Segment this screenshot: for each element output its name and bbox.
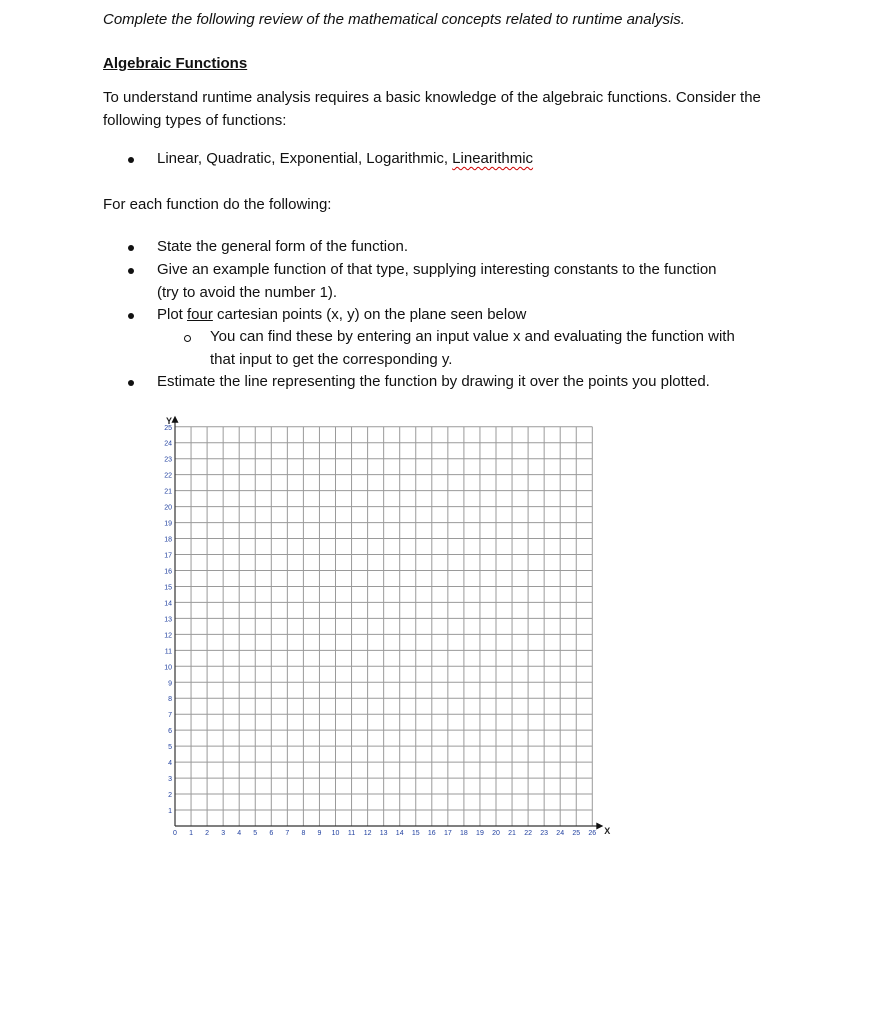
circle-bullet-icon (184, 335, 191, 342)
x-tick-label: 19 (476, 830, 484, 837)
x-tick-label: 0 (173, 830, 177, 837)
task-plot-pre: Plot (157, 306, 188, 323)
x-tick-label: 26 (588, 830, 597, 837)
function-types-list (157, 150, 533, 167)
y-tick-label: 1 (168, 808, 172, 816)
bullet-icon (128, 268, 134, 274)
for-each-label: For each function do the following: (103, 196, 332, 213)
y-axis-arrow-icon (172, 416, 179, 423)
x-tick-label: 21 (508, 830, 516, 837)
x-tick-label: 18 (460, 830, 468, 837)
x-tick-label: 10 (331, 830, 340, 837)
y-tick-label: 22 (164, 472, 172, 480)
x-tick-label: 13 (379, 830, 388, 837)
y-tick-label: 10 (164, 664, 172, 672)
subtask-line2: that input to get the corresponding y. (210, 351, 453, 368)
y-tick-label: 14 (164, 600, 172, 608)
y-tick-label: 4 (168, 760, 172, 768)
y-tick-label: 12 (164, 632, 172, 640)
x-tick-label: 4 (237, 830, 242, 837)
bullet-icon (128, 313, 134, 319)
bullet-icon (128, 245, 134, 251)
y-tick-label: 16 (164, 568, 172, 576)
x-tick-label: 17 (443, 830, 452, 837)
x-axis-label: X (604, 826, 611, 836)
x-tick-label: 6 (269, 830, 274, 837)
task-general-form: State the general form of the function. (157, 238, 408, 255)
x-tick-label: 8 (301, 830, 306, 837)
y-tick-label: 2 (168, 792, 172, 800)
spellcheck-word: Linearithmic (452, 150, 534, 167)
y-axis-label: Y (166, 415, 173, 426)
task-plot-post: cartesian points (x, y) on the plane seen below (212, 306, 527, 323)
y-tick-label: 3 (168, 776, 172, 784)
bullet-icon (128, 380, 134, 386)
x-tick-label: 24 (556, 830, 565, 837)
y-tick-label: 18 (164, 536, 172, 544)
y-tick-label: 6 (168, 728, 172, 736)
y-tick-label: 21 (164, 488, 172, 496)
function-types-text: Linear, Quadratic, Exponential, Logarithmic, (157, 150, 453, 167)
intro-paragraph: To understand runtime analysis requires a basic knowledge of the algebraic functions. Consider the following types of functions: (103, 89, 761, 129)
y-tick-label: 9 (168, 680, 172, 688)
x-tick-label: 7 (285, 830, 290, 837)
y-tick-label: 5 (168, 744, 172, 752)
y-tick-label: 23 (164, 456, 172, 464)
y-tick-label: 24 (164, 440, 172, 448)
y-tick-label: 25 (164, 424, 172, 432)
subtask-line1: You can find these by entering an input value x and evaluating the function with (210, 328, 735, 345)
x-tick-label: 2 (205, 830, 210, 837)
x-tick-label: 12 (363, 830, 372, 837)
y-tick-label: 7 (168, 712, 172, 720)
x-tick-label: 16 (427, 830, 436, 837)
x-tick-label: 3 (221, 830, 226, 837)
x-tick-label: 9 (317, 830, 322, 837)
x-tick-label: 1 (189, 830, 194, 837)
y-tick-label: 8 (168, 696, 172, 704)
y-tick-label: 13 (164, 616, 172, 624)
x-tick-label: 20 (492, 830, 500, 837)
x-axis-arrow-icon (596, 823, 603, 830)
x-tick-label: 23 (540, 830, 549, 837)
y-tick-label: 19 (164, 520, 172, 528)
task-estimate-line: Estimate the line representing the function by drawing it over the points you plotted. (157, 373, 710, 390)
x-tick-label: 11 (347, 830, 356, 837)
x-tick-label: 15 (411, 830, 420, 837)
x-tick-label: 25 (572, 830, 581, 837)
y-tick-label: 15 (164, 584, 172, 592)
task-example-line2: (try to avoid the number 1). (157, 284, 338, 301)
x-tick-label: 5 (253, 830, 258, 837)
y-tick-label: 11 (164, 648, 172, 656)
task-plot-points (157, 306, 526, 323)
x-tick-label: 14 (395, 830, 404, 837)
y-tick-label: 20 (164, 504, 172, 512)
section-heading: Algebraic Functions (103, 55, 248, 72)
cartesian-plane[interactable] (155, 412, 625, 852)
instructions-intro: Complete the following review of the mathematical concepts related to runtime analysis. (103, 11, 685, 28)
x-tick-label: 22 (524, 830, 532, 837)
y-tick-label: 17 (164, 552, 172, 560)
task-example-line1: Give an example function of that type, supplying interesting constants to the function (157, 261, 717, 278)
bullet-icon (128, 157, 134, 163)
task-plot-four: four (187, 306, 213, 323)
